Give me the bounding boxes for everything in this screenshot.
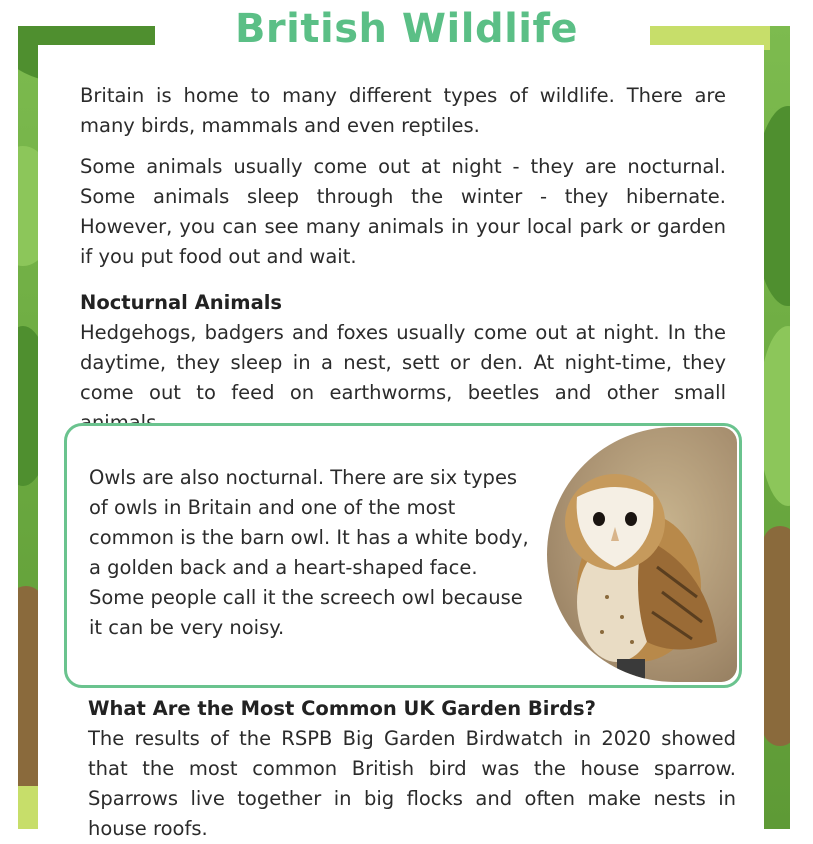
owl-paragraph: Owls are also nocturnal. There are six types of owls in Britain and one of the most common is the barn owl. It has a white body, a golden back and a heart-shaped face. Some people call it the screech owl because it can be very noisy.: [89, 466, 529, 639]
page-title: British Wildlife: [234, 6, 579, 52]
tree-trunk-decoration: [763, 526, 790, 746]
nocturnal-paragraph: Hedgehogs, badgers and foxes usually come out at night. In the daytime, they sleep in a nest, sett or den. At night-time, they come out to feed on earthworms, beetles and other small: [80, 321, 726, 404]
intro-paragraph-1: Britain is home to many different types of wildlife. There are many birds, mammals and even reptiles.: [80, 84, 726, 137]
intro-paragraph-2: Some animals usually come out at night - they are nocturnal. Some animals sleep through the winter - they hibernate. However, you can see many animals in your local park or garden if you put food out and wait.: [80, 155, 726, 268]
nocturnal-heading: Nocturnal Animals: [80, 291, 283, 314]
barn-owl-illustration: [547, 427, 737, 682]
barn-owl-photo: [547, 427, 737, 682]
owl-info-box: [64, 423, 742, 688]
garden-birds-heading: What Are the Most Common UK Garden Birds?: [88, 697, 596, 720]
garden-birds-paragraph: The results of the RSPB Big Garden Birdwatch in 2020 showed that the most common British bird was the house sparrow. Sparrows live together in big flocks and often make nests in house roofs.: [88, 727, 736, 840]
